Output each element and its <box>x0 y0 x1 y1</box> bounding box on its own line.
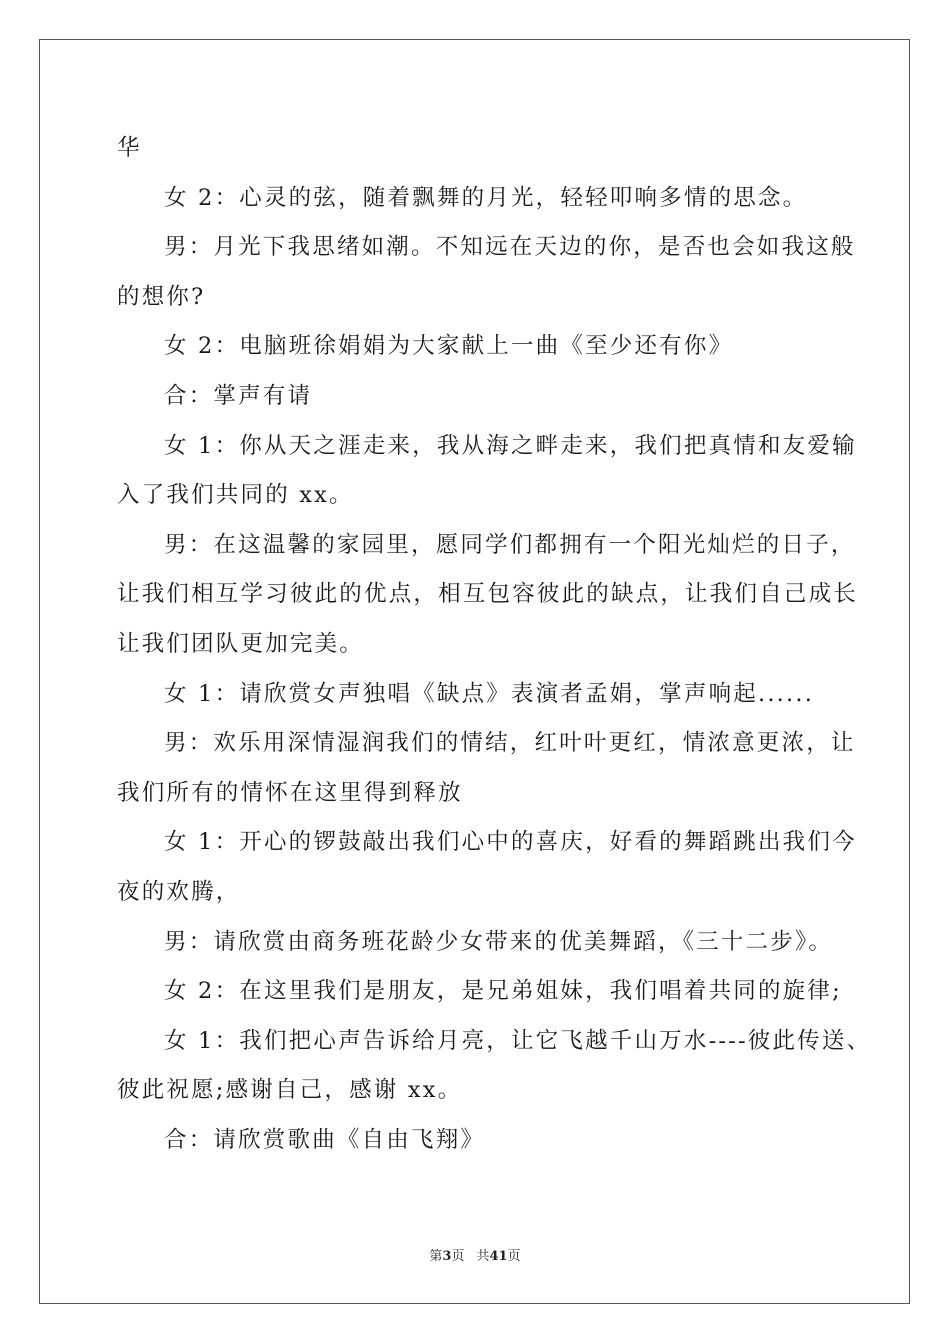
text-line: 夜的欢腾， <box>117 878 241 905</box>
text-line: 女 2：心灵的弦，随着飘舞的月光，轻轻叩响多情的思念。 <box>164 184 808 211</box>
text-line: 女 1：你从天之涯走来，我从海之畔走来，我们把真情和友爱输 <box>164 432 857 459</box>
total-label-prefix: 共 <box>476 1249 490 1264</box>
total-label-suffix: 页 <box>507 1249 521 1264</box>
text-line: 男：月光下我思绪如潮。不知远在天边的你，是否也会如我这般 <box>164 234 856 261</box>
text-line: 合：请欣赏歌曲《自由飞翔》 <box>164 1126 486 1153</box>
text-line: 我们所有的情怀在这里得到释放 <box>117 779 463 806</box>
text-line: 的想你? <box>117 283 206 310</box>
text-line: 男：欢乐用深情湿润我们的情结，红叶叶更红，情浓意更浓，让 <box>164 730 856 757</box>
text-line: 合：掌声有请 <box>164 382 313 409</box>
page-footer <box>0 1245 950 1264</box>
text-line: 女 1：开心的锣鼓敲出我们心中的喜庆，好看的舞蹈跳出我们今 <box>164 829 857 856</box>
text-line: 男：在这温馨的家园里，愿同学们都拥有一个阳光灿烂的日子， <box>164 531 856 558</box>
text-line: 让我们相互学习彼此的优点，相互包容彼此的缺点，让我们自己成长 <box>117 581 859 608</box>
text-line: 彼此祝愿;感谢自己，感谢 xx。 <box>117 1077 463 1104</box>
document-body <box>117 124 872 1165</box>
page-label-suffix: 页 <box>451 1249 465 1264</box>
page-label-prefix: 第 <box>429 1249 443 1264</box>
text-line: 女 2：在这里我们是朋友，是兄弟姐妹，我们唱着共同的旋律; <box>164 978 842 1005</box>
text-line: 女 2：电脑班徐娟娟为大家献上一曲《至少还有你》 <box>164 333 734 360</box>
text-line: 华 <box>117 135 142 161</box>
text-line: 女 1：请欣赏女声独唱《缺点》表演者孟娟，掌声响起...... <box>164 680 815 707</box>
total-pages: 41 <box>489 1249 508 1264</box>
text-line: 入了我们共同的 xx。 <box>117 482 354 509</box>
text-line: 女 1：我们把心声告诉给月亮，让它飞越千山万水----彼此传送、 <box>164 1027 872 1054</box>
text-line: 让我们团队更加完美。 <box>117 630 365 657</box>
page-number: 3 <box>442 1249 452 1264</box>
text-line: 男：请欣赏由商务班花龄少女带来的优美舞蹈，《三十二步》。 <box>164 928 834 955</box>
